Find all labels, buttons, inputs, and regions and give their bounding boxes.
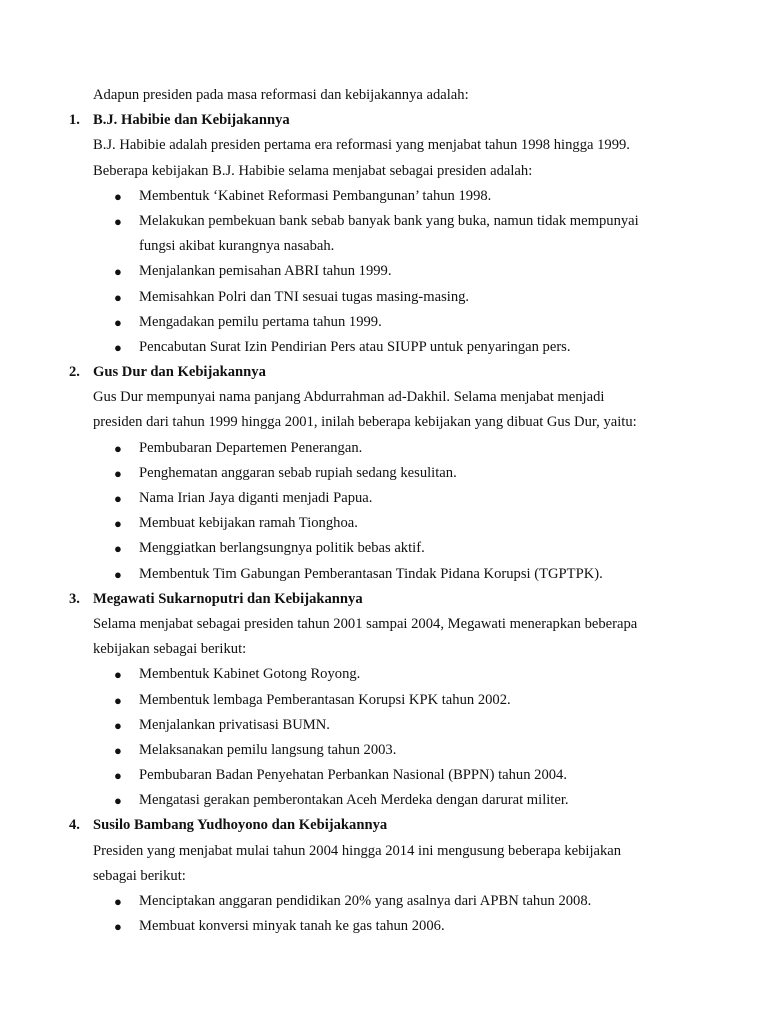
bullet-icon: ●: [114, 264, 122, 280]
list-item-text: Memisahkan Polri dan TNI sesuai tugas masing-masing.: [139, 288, 470, 305]
section-number: 1.: [69, 112, 80, 129]
list-item-text: Membentuk Kabinet Gotong Royong.: [139, 666, 361, 683]
list-item: [0, 662, 768, 687]
section-1: [0, 108, 768, 360]
list-item-line: [0, 536, 768, 561]
bullet-icon: ●: [114, 717, 122, 733]
bullet-icon: ●: [114, 566, 122, 582]
bullet-icon: ●: [114, 213, 122, 229]
list-item-text: Membentuk ‘Kabinet Reformasi Pembangunan’ tahun 1998.: [139, 187, 492, 204]
section-number: 3.: [69, 590, 80, 607]
bullet-icon: ●: [114, 768, 122, 784]
bullet-icon: ●: [114, 188, 122, 204]
bullet-icon: ●: [114, 491, 122, 506]
list-item-text: Menciptakan anggaran pendidikan 20% yang asalnya dari APBN tahun 2008.: [139, 893, 592, 909]
bullet-icon: ●: [114, 667, 122, 683]
bullet-icon: ●: [114, 894, 122, 909]
list-item: [0, 184, 768, 209]
bullet-list: [0, 436, 768, 587]
list-item: [0, 511, 768, 536]
paragraph-line: presiden dari tahun 1999 hingga 2001, inilah beberapa kebijakan yang dibuat Gus Dur, yaitu:: [93, 414, 637, 431]
bullet-icon: ●: [114, 692, 122, 708]
document-page: [0, 83, 768, 939]
bullet-list: [0, 184, 768, 360]
list-item-text: Mengadakan pemilu pertama tahun 1999.: [139, 313, 382, 330]
list-item-text: Pencabutan Surat Izin Pendirian Pers atau SIUPP untuk penyaringan pers.: [139, 338, 571, 355]
bullet-icon: ●: [114, 314, 122, 330]
bullet-list: [0, 889, 768, 939]
list-item-text: Mengatasi gerakan pemberontakan Aceh Merdeka dengan darurat militer.: [139, 792, 569, 809]
section-heading: [0, 360, 768, 385]
paragraph-line: Beberapa kebijakan B.J. Habibie selama menjabat sebagai presiden adalah:: [93, 162, 533, 179]
bullet-icon: ●: [114, 289, 122, 305]
section-2: [0, 360, 768, 587]
list-item: [0, 335, 768, 360]
list-item: [0, 486, 768, 511]
bullet-list: [0, 662, 768, 813]
list-item-text: fungsi akibat kurangnya nasabah.: [139, 238, 335, 255]
section-heading: [0, 813, 768, 838]
list-item-text: Pembubaran Departemen Penerangan.: [139, 439, 363, 456]
bullet-icon: ●: [114, 339, 122, 355]
bullet-icon: ●: [114, 742, 122, 758]
list-item: [0, 738, 768, 763]
list-item-text: Membentuk lembaga Pemberantasan Korupsi KPK tahun 2002.: [139, 691, 511, 708]
list-item: [0, 285, 768, 310]
bullet-icon: ●: [114, 465, 122, 481]
list-item: [0, 259, 768, 284]
list-item: [0, 310, 768, 335]
bullet-icon: ●: [114, 541, 122, 557]
bullet-icon: ●: [114, 919, 122, 935]
list-item-text: Membuat kebijakan ramah Tionghoa.: [139, 515, 358, 532]
list-item-text: Melaksanakan pemilu langsung tahun 2003.: [139, 741, 397, 758]
list-item: [0, 763, 768, 788]
list-item-text: Pembubaran Badan Penyehatan Perbankan Nasional (BPPN) tahun 2004.: [139, 767, 567, 784]
list-item-line: [0, 209, 768, 234]
list-item-line: [0, 461, 768, 486]
list-item: [0, 436, 768, 461]
list-item-line: [0, 234, 768, 259]
section-number: 2.: [69, 364, 80, 381]
section-number: 4.: [69, 817, 80, 834]
paragraph-line: sebagai berikut:: [93, 867, 186, 884]
list-item-text: Menjalankan privatisasi BUMN.: [139, 716, 330, 733]
list-item-text: Membentuk Tim Gabungan Pemberantasan Tindak Pidana Korupsi (TGPTPK).: [139, 565, 603, 582]
list-item-text: Menggiatkan berlangsungnya politik bebas aktif.: [139, 540, 425, 557]
list-item-line: [0, 436, 768, 461]
section-heading: [0, 587, 768, 612]
list-item-text: Membuat konversi minyak tanah ke gas tahun 2006.: [139, 918, 445, 935]
list-item: [0, 914, 768, 939]
list-item-text: Nama Irian Jaya diganti menjadi Papua.: [139, 490, 373, 506]
list-item-line: [0, 788, 768, 813]
list-item-line: [0, 184, 768, 209]
list-item-line: [0, 486, 768, 511]
bullet-icon: ●: [114, 440, 122, 456]
section-3: [0, 587, 768, 814]
list-item-line: [0, 713, 768, 738]
list-item-line: [0, 511, 768, 536]
section-4: [0, 813, 768, 939]
paragraph-line: Selama menjabat sebagai presiden tahun 2001 sampai 2004, Megawati menerapkan beberapa: [93, 615, 638, 632]
list-item: [0, 461, 768, 486]
section-title: Gus Dur dan Kebijakannya: [93, 364, 266, 381]
list-item: [0, 713, 768, 738]
list-item-line: [0, 335, 768, 360]
list-item-line: [0, 310, 768, 335]
list-item-line: [0, 914, 768, 939]
list-item-line: [0, 738, 768, 763]
paragraph-line: Gus Dur mempunyai nama panjang Abdurrahman ad-Dakhil. Selama menjabat menjadi: [93, 389, 605, 406]
list-item-line: [0, 688, 768, 713]
paragraph-line: Presiden yang menjabat mulai tahun 2004 hingga 2014 ini mengusung beberapa kebijakan: [93, 842, 622, 859]
list-item: [0, 209, 768, 259]
list-item-line: [0, 285, 768, 310]
section-title: Susilo Bambang Yudhoyono dan Kebijakannya: [93, 817, 388, 834]
list-item-line: [0, 662, 768, 687]
list-item: [0, 688, 768, 713]
list-item-text: Menjalankan pemisahan ABRI tahun 1999.: [139, 263, 392, 280]
intro-text: Adapun presiden pada masa reformasi dan kebijakannya adalah:: [93, 87, 469, 103]
list-item: [0, 889, 768, 914]
list-item: [0, 562, 768, 587]
list-item-line: [0, 259, 768, 284]
paragraph-line: kebijakan sebagai berikut:: [93, 641, 247, 658]
list-item-line: [0, 763, 768, 788]
bullet-icon: ●: [114, 793, 122, 809]
bullet-icon: ●: [114, 516, 122, 532]
paragraph-line: B.J. Habibie adalah presiden pertama era reformasi yang menjabat tahun 1998 hingga 1999.: [93, 137, 630, 154]
section-title: Megawati Sukarnoputri dan Kebijakannya: [93, 590, 363, 607]
list-item: [0, 536, 768, 561]
list-item: [0, 788, 768, 813]
list-item-line: [0, 562, 768, 587]
list-item-text: Melakukan pembekuan bank sebab banyak bank yang buka, namun tidak mempunyai: [139, 212, 639, 229]
section-title: B.J. Habibie dan Kebijakannya: [93, 112, 290, 129]
list-item-line: [0, 889, 768, 914]
section-heading: [0, 108, 768, 133]
list-item-text: Penghematan anggaran sebab rupiah sedang kesulitan.: [139, 464, 457, 481]
